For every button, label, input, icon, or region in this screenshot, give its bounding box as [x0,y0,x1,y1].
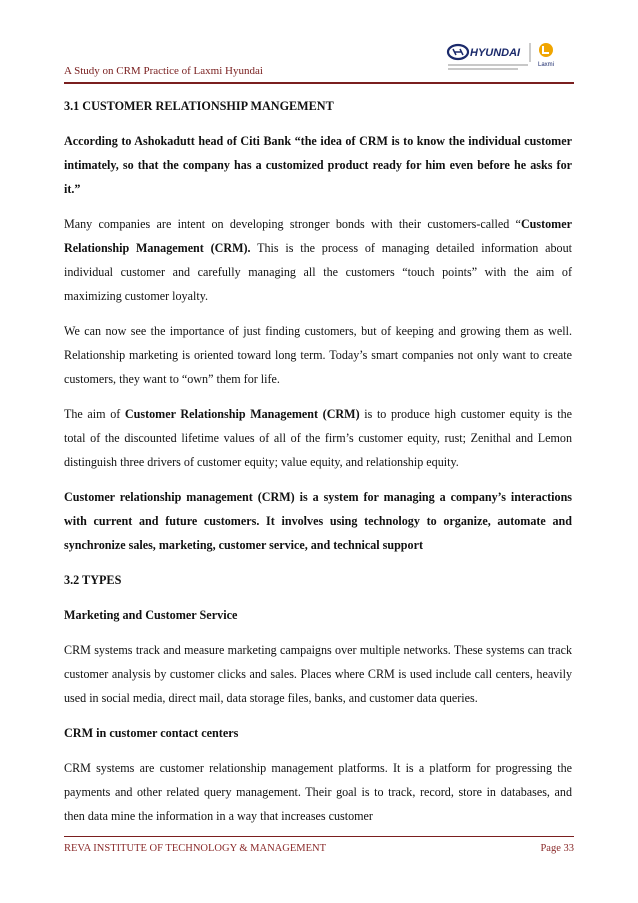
paragraph-crm-aim [64,402,572,474]
subheading-contact-centers: CRM in customer contact centers [64,726,239,740]
hyundai-laxmi-logo [444,40,574,74]
page-header [64,34,574,84]
text-run: Many companies are intent on developing stronger bonds with their customers-called “ [64,217,521,231]
page-number: Page 33 [540,843,574,854]
subheading-marketing: Marketing and Customer Service [64,608,238,622]
section-heading-3-2: 3.2 TYPES [64,573,122,587]
logo-main-text: HYUNDAI [470,47,521,59]
paragraph-marketing: CRM systems track and measure marketing campaigns over multiple networks. These systems can track customer analysis by customer clicks and sales. Places where CRM is used include call centers, heavily used in social media, direct mail, data storage files, banks, and customer data queries. [64,643,572,705]
text-run: This is the process of managing detailed information about individual customer and carefully managing all the customers “touch points” with the aim of maximizing customer loyalty. [64,241,572,303]
header-title: A Study on CRM Practice of Laxmi Hyundai [64,65,263,77]
page-content [64,94,572,839]
footer-institute: REVA INSTITUTE OF TECHNOLOGY & MANAGEMENT [64,843,327,854]
page-footer [64,836,574,861]
text-run: is to produce high customer equity is the total of the discounted lifetime values of all of the firm’s customer equity, rust; Zenithal and Lemon distinguish three drivers of customer equity; value equity, and relationship equity. [64,407,572,469]
text-run-bold: Customer Relationship Management (CRM) [124,407,360,421]
text-run: The aim of [64,407,125,421]
text-run-bold: Customer Relationship Management (CRM). [64,217,572,255]
section-heading-3-1: 3.1 CUSTOMER RELATIONSHIP MANGEMENT [64,99,334,113]
paragraph-relationship-marketing: We can now see the importance of just finding customers, but of keeping and growing them as well. Relationship marketing is oriented toward long term. Today’s smart companies not only want to create customers, they want to “own” them for life. [64,324,572,386]
paragraph-crm-definition [64,212,572,308]
paragraph-contact-centers: CRM systems are customer relationship management platforms. It is a platform for progressing the payments and other related query management. Their goal is to track, record, store in databases, and then data mine the information in a way that increases customer [64,761,572,823]
quote-paragraph: According to Ashokadutt head of Citi Bank “the idea of CRM is to know the individual customer intimately, so that the company has a customized product ready for him even before he asks for it.” [64,134,572,196]
paragraph-crm-system: Customer relationship management (CRM) is a system for managing a company’s interactions with current and future customers. It involves using technology to organize, automate and synchronize sales, marketing, customer service, and technical support [64,490,572,552]
logo-sub-text: Laxmi [538,62,555,68]
